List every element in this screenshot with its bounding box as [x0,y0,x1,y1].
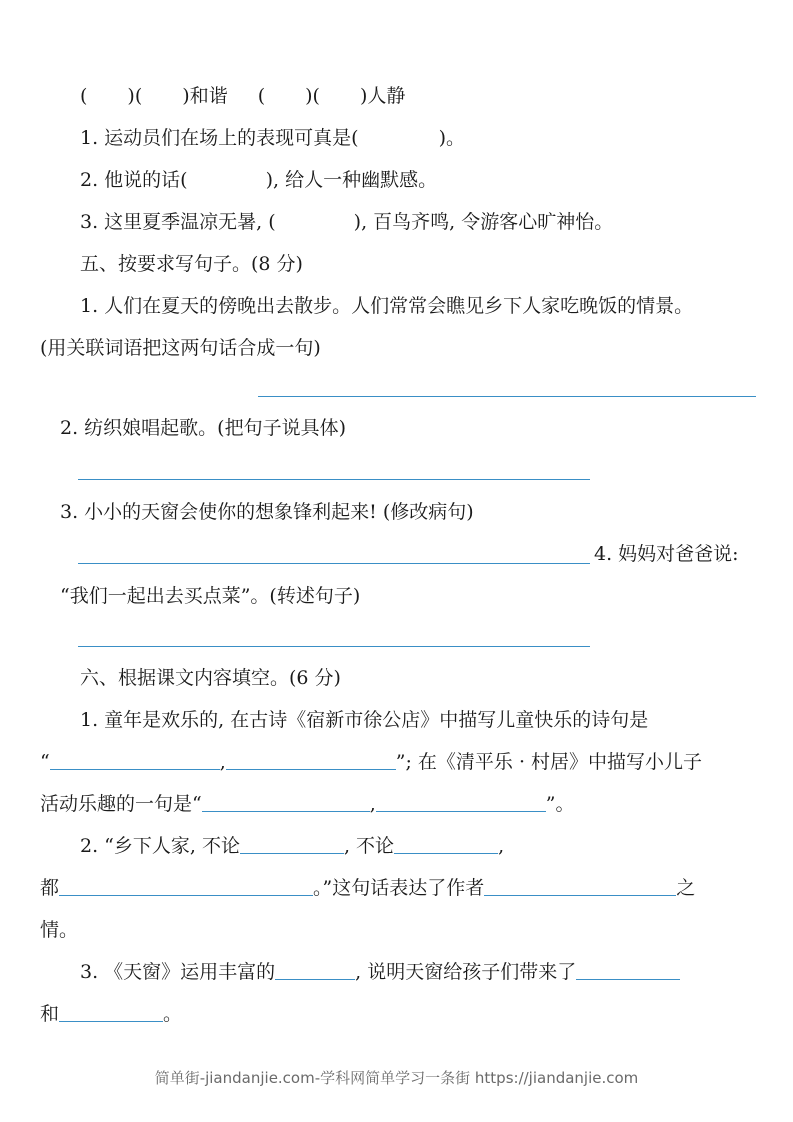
sec6-q2-line1 [80,834,504,858]
q-text: 都 [40,877,60,899]
q-text: 3. 这里夏季温凉无暑, ( [80,211,276,233]
blank-dou[interactable] [59,877,313,896]
paren-close: ) [127,85,135,107]
blank-feeling[interactable] [484,877,676,896]
sec6-q2-line2 [40,876,695,900]
paren-open: ( [257,85,266,107]
q-text: ), 百鸟齐鸣, 令游客心旷神怡。 [353,211,614,233]
paren-close: ) [359,85,368,107]
section-6-heading: 六、根据课文内容填空。(6 分) [80,667,341,689]
q-text: 3. 《天窗》运用丰富的 [80,961,276,983]
sec5-q3: 3. 小小的天窗会使你的想象锋利起来! (修改病句) [60,501,474,523]
blank-buluan-2[interactable] [394,835,498,854]
blank-buluan-1[interactable] [240,835,344,854]
paren-open: ( [312,85,320,107]
q-text: 1. 运动员们在场上的表现可真是( [80,127,359,149]
blank-poem-4[interactable] [376,793,546,812]
blank-poem-2[interactable] [226,751,396,770]
sec5-q4-line2: “我们一起出去买点菜”。(转述句子) [60,585,361,607]
q-text: 2. 他说的话( [80,169,188,191]
blank-poem-1[interactable] [50,751,220,770]
fill-words-row [80,84,405,108]
sec6-q2-line3: 情。 [40,919,79,941]
q-text: 活动乐趣的一句是“ [40,793,202,815]
q-text: )。 [438,127,466,149]
sec5-q2: 2. 纺织娘唱起歌。(把句子说具体) [60,417,346,439]
sec6-q3-line2 [40,1002,182,1026]
q-text: , 不论 [343,835,395,857]
sec5-q1-line1: 1. 人们在夏天的傍晚出去散步。人们常常会瞧见乡下人家吃晚饭的情景。 [80,295,694,317]
q-text: 之 [676,877,696,899]
blank-brought-1[interactable] [576,961,680,980]
blank-brought-2[interactable] [59,1003,163,1022]
q-text: ”。 [545,793,575,815]
q-text: , 说明天窗给孩子们带来了 [355,961,577,983]
word-suffix-hexie: 和谐 [189,85,228,107]
paren-open: ( [134,85,143,107]
sec5-q1-answer-line[interactable] [258,396,756,397]
paren-open: ( [80,85,88,107]
sec4-question-2 [80,168,437,192]
word-suffix-renjing: 人静 [367,85,406,107]
sec6-q3-line1 [80,960,680,984]
q-text: ), 给人一种幽默感。 [265,169,438,191]
comma: , [219,751,226,773]
comma: , [369,793,376,815]
sec5-q4-answer-line[interactable] [78,646,590,647]
blank-technique[interactable] [275,961,355,980]
q-text: 。 [163,1003,183,1025]
q-text: 。”这句话表达了作者 [313,877,485,899]
paren-close: ) [305,85,313,107]
comma: , [498,835,505,857]
sec5-q2-answer-line[interactable] [78,479,590,480]
footer-watermark: 简单街-jiandanjie.com-学科网简单学习一条街 https://jiandanjie.com [154,1069,639,1087]
section-5-heading: 五、按要求写句子。(8 分) [80,253,303,275]
sec6-q1-line3 [40,792,574,816]
sec5-q3-answer-line[interactable] [78,563,590,564]
q-text: ”; 在《清平乐 · 村居》中描写小儿子 [395,751,703,773]
paren-close: ) [182,85,190,107]
q-text: 和 [40,1003,60,1025]
sec6-q1-line2 [40,750,702,774]
blank-poem-3[interactable] [202,793,370,812]
quote-open: “ [40,751,50,773]
sec5-q4-line1: 4. 妈妈对爸爸说: [594,543,739,565]
sec5-q1-line2: (用关联词语把这两句话合成一句) [40,337,321,359]
sec4-question-3 [80,210,613,234]
sec4-question-1 [80,126,465,150]
sec6-q1-line1: 1. 童年是欢乐的, 在古诗《宿新市徐公店》中描写儿童快乐的诗句是 [80,709,649,731]
q-text: 2. “乡下人家, 不论 [80,835,240,857]
